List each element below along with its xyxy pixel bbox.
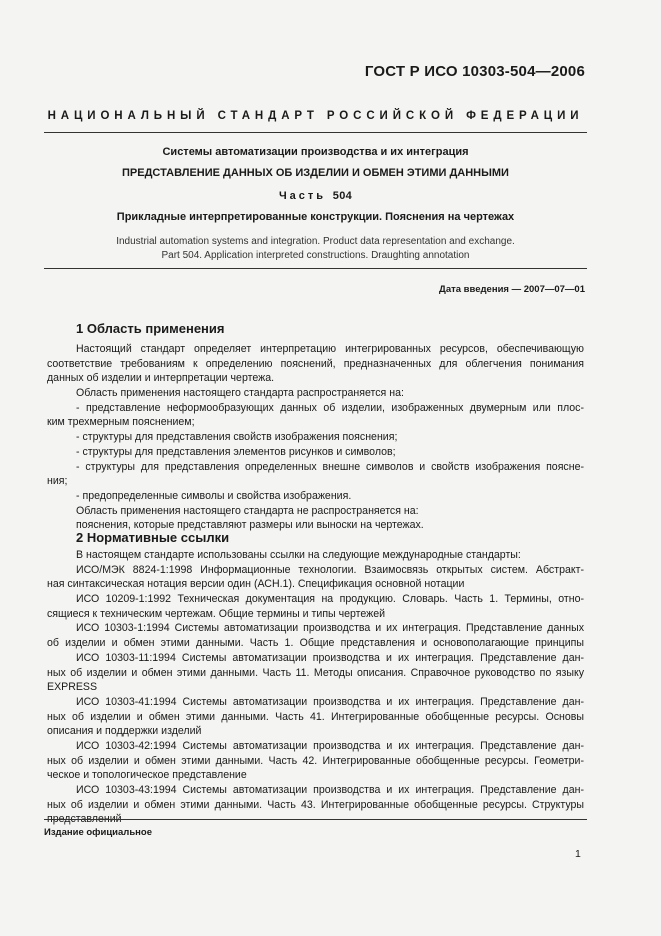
section-2-heading: 2 Нормативные ссылки	[76, 530, 230, 545]
list-item: ния;	[47, 475, 68, 488]
title-part	[44, 190, 587, 202]
reference-line: ных об изделии и обмен этими данными. Часть 43. Интегрированные обобщенные ресурсы. Структуры	[47, 798, 584, 811]
list-item: ким трехмерным пояснением;	[47, 416, 195, 429]
paragraph-line: Область применения настоящего стандарта распространяется на:	[76, 387, 404, 400]
paragraph-line: Настоящий стандарт определяет интерпретацию интегрированных ресурсов, обеспечивающую	[76, 343, 584, 355]
reference-line: описания и поддержки изделий	[47, 725, 202, 738]
standard-code: ГОСТ Р ИСО 10303-504—2006	[364, 63, 585, 80]
list-item: - предопределенные символы и свойства изображения.	[76, 489, 352, 502]
page-number: 1	[575, 848, 581, 860]
reference-line: ИСО 10303-1:1994 Системы автоматизации производства и их интеграция. Представление данных	[76, 622, 584, 635]
header-rule	[44, 132, 587, 133]
reference-line: ИСО 10303-42:1994 Системы автоматизации производства и их интеграция. Представление дан-	[76, 739, 584, 752]
reference-line: ных об изделии и обмен этими данными. Часть 42. Интегрированные обобщенные ресурсы. Геометри-	[47, 754, 584, 767]
reference-line: ИСО/МЭК 8824-1:1998 Информационные технологии. Взаимосвязь открытых систем. Абстракт-	[76, 563, 584, 576]
title-part-number: 504	[332, 190, 353, 202]
footer-rule	[44, 819, 587, 820]
reference-line: ИСО 10209-1:1992 Техническая документация на продукцию. Словарь. Часть 1. Термины, отно-	[76, 593, 584, 606]
national-standard-banner: НАЦИОНАЛЬНЫЙ СТАНДАРТ РОССИЙСКОЙ ФЕДЕРАЦИИ	[47, 110, 584, 122]
paragraph-line: данных об изделии и интерпретации чертежа.	[47, 372, 275, 385]
title-series: Системы автоматизации производства и их интеграция	[162, 146, 469, 158]
reference-line: ИСО 10303-43:1994 Системы автоматизации производства и их интеграция. Представление дан-	[76, 784, 584, 796]
reference-line: ИСО 10303-41:1994 Системы автоматизации производства и их интеграция. Представление дан-	[76, 695, 584, 708]
title-part-word: Часть	[278, 190, 327, 202]
reference-line: сящиеся к техническим чертежам. Общие термины и типы чертежей	[47, 607, 386, 620]
reference-line: ных об изделии и обмен этими данными. Часть 11. Методы описания. Справочное руководство по языку	[47, 666, 584, 679]
reference-line: об изделии и обмен этими данными. Часть 1. Общие представления и основополагающие принципы	[47, 637, 584, 650]
section-2-body	[47, 548, 584, 827]
edition-note: Издание официальное	[44, 827, 152, 838]
list-item: - структуры для представления свойств изображения пояснения;	[76, 431, 398, 444]
section-1-body	[47, 342, 584, 533]
reference-line: ческое и топологическое представление	[47, 769, 247, 782]
reference-line: ная синтаксическая нотация версии один (АСН.1). Спецификация основной нотации	[47, 578, 465, 591]
title-subtitle: Прикладные интерпретированные конструкции. Пояснения на чертежах	[116, 211, 515, 223]
paragraph-line: Область применения настоящего стандарта не распространяется на:	[76, 504, 419, 517]
section-1-heading: 1 Область применения	[76, 321, 225, 336]
reference-line: EXPRESS	[47, 681, 98, 694]
title-rule	[44, 268, 587, 269]
reference-line: ИСО 10303-11:1994 Системы автоматизации производства и их интеграция. Представление дан-	[76, 651, 584, 664]
paragraph-line: В настоящем стандарте использованы ссылки на следующие международные стандарты:	[76, 549, 521, 561]
reference-line: представлений	[47, 813, 122, 826]
list-item: - представление неформообразующих данных об изделии, изображенных двумерным или плос-	[76, 401, 584, 414]
paragraph-line: пояснения, которые представляют размеры или выноски на чертежах.	[76, 519, 424, 532]
paragraph-line: соответствие требованиям к определению пояснений, предназначенных для облегчения понимания	[47, 357, 584, 370]
list-item: - структуры для представления элементов рисунков и символов;	[76, 445, 396, 458]
title-main: ПРЕДСТАВЛЕНИЕ ДАННЫХ ОБ ИЗДЕЛИИ И ОБМЕН ЭТИМИ ДАННЫМИ	[122, 167, 509, 179]
title-english-line2: Part 504. Application interpreted constructions. Draughting annotation	[161, 250, 470, 261]
list-item: - структуры для представления определенных внешне символов и свойств изображения поясне-	[76, 460, 584, 473]
introduction-date: Дата введения — 2007—07—01	[439, 284, 585, 295]
reference-line: ных об изделии и обмен этими данными. Часть 41. Интегрированные обобщенные ресурсы. Основы	[47, 710, 584, 723]
title-english-line1: Industrial automation systems and integration. Product data representation and exchange.	[116, 236, 515, 247]
